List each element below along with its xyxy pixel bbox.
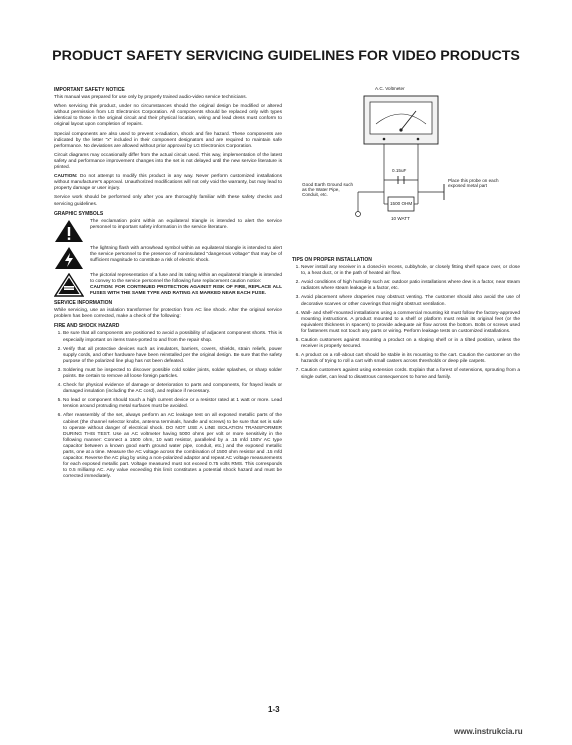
list-item: 2. Avoid conditions of high humidity such as: outdoor patio installations where dew is a factor, near steam radiators where steam leakage is a factor, etc. [301, 280, 520, 292]
list-item: 7. Caution customers against using extension cords. Explain that a forest of extensions, sprouting from a single outlet, can lead to disastrous consequences to home and family. [301, 368, 520, 380]
symbol-row [54, 219, 282, 243]
list-item: 4. Wall- and shelf-mounted installations using a commercial mounting kit must follow the factory-approved mounting instructions. A product mounted to a shelf or platform must retain its original feet (or the equivalent thickness in spacers) to provide adequate air flow across the bottom. Bolts or screws used for fasteners must not touch any parts or wiring. Perform leakage tests on customized installations. [301, 311, 520, 335]
list-item: 2. Verify that all protective devices such as insulators, barriers, covers, shields, strain reliefs, power supply cords, and other hardware have been reinstalled per the original design. Be sure that the safety purpose of the polarized line plug has not been defeated. [63, 347, 282, 365]
symbol-text: The pictorial representation of a fuse and its rating within an equilateral triangle is intended to convey to the service personnel the following fuse replacement caution notice: [90, 272, 282, 284]
page-number: 1-3 [268, 705, 280, 714]
symbol-row [54, 273, 282, 297]
right-column [292, 84, 520, 384]
list-item: 4. Check for physical evidence of damage or deterioration to parts and components, for frayed leads or damaged insulation (including the AC cord), and replace if necessary. [63, 383, 282, 395]
caution-para: CAUTION: Do not attempt to modify this product in any way. Never perform customized installations without manufacturer's approval. Unauthorized modifications will not only void the warranty, but may lead to property damage or user injury. [54, 174, 282, 192]
tips-list [292, 265, 520, 381]
list-item: 5. No lead or component should touch a high current device or a resistor rated at 1 watt or more. Lead tension around protruding metal surfaces must be avoided. [63, 398, 282, 410]
symbol-text: The lightning flash with arrowhead symbol within an equilateral triangle is intended to alert the service personnel to the presence of noninsulated "dangerous voltage" that may be of sufficient magnitude to constitute a risk of electric shock. [90, 245, 282, 263]
list-item: 1. Never install any receiver in a closed-in recess, cubbyhole, or closely fitting shelf space over, or close to, a heat duct, or in the path of heated air flow. [301, 265, 520, 277]
list-item: 5. Caution customers against mounting a product on a sloping shelf or in a tilted position, unless the receiver is properly secured. [301, 338, 520, 350]
watt-label: 10 WATT [391, 216, 410, 221]
fuse-caution: CAUTION: FOR CONTINUED PROTECTION AGAINST RISK OF FIRE, REPLACE ALL FUSES WITH THE SAME TYPE AND RATING AS MARKED NEAR EACH FUSE. [90, 284, 282, 296]
ground-label: Good Earth Ground such as the Water Pipe, Conduit, etc. [302, 182, 354, 198]
warning-exclamation-icon [54, 219, 84, 243]
graphic-symbols-heading: GRAPHIC SYMBOLS [54, 210, 104, 217]
list-item: 1. Be sure that all components are positioned to avoid a possibility of adjacent component shorts. This is especially important on items trans-ported to and from the repair shop. [63, 331, 282, 343]
tips-heading: TIPS ON PROPER INSTALLATION [292, 257, 372, 263]
fuse-icon [54, 273, 84, 297]
fire-heading: FIRE AND SHOCK HAZARD [54, 323, 120, 330]
probe-label: Place this probe on each exposed metal part [448, 178, 499, 189]
list-item: 6. A product on a roll-about cart should be stable in its mounting to the cart. Caution the customer on the hazards of trying to roll a cart with small casters across thresholds or deep pile carpets. [301, 353, 520, 365]
capacitor-label: 0.15uF [392, 168, 407, 173]
leakage-test-diagram [292, 84, 520, 254]
notice-para: When servicing this product, under no circumstances should the original design be modified or altered without permission from LG Electronics Corporation. All components should be replaced only with types identical to those in the original circuit and their physical location, wiring and lead dress must conform to original layout upon completion of repairs. [54, 104, 282, 128]
symbol-row [54, 246, 282, 270]
page-title: PRODUCT SAFETY SERVICING GUIDELINES FOR VIDEO PRODUCTS [52, 48, 520, 64]
lightning-icon [54, 246, 84, 270]
resistor-label: 1500 OHM [390, 201, 413, 206]
watermark: www.instrukcia.ru [454, 727, 523, 736]
notice-para: Special components are also used to prevent x-radiation, shock and fire hazard. These components are indicated by the letter "x" included in their component designators and are required to maintain safe performance. No deviations are allowed without prior approval by LG Electronics Corporation. [54, 131, 282, 149]
list-item: 3. Soldering must be inspected to discover possible cold solder joints, solder splashes, or sharp solder points. Be certain to remove all loose foreign particles. [63, 368, 282, 380]
list-item: 3. Avoid placement where draperies may obstruct venting. The customer should also avoid the use of decorative scarves or other coverings that might obstruct ventilation. [301, 295, 520, 307]
notice-para: This manual was prepared for use only by properly trained audio-video service technicians. [54, 95, 248, 101]
notice-para: Circuit diagrams may occasionally differ from the actual circuit used. This way, implementation of the latest safety and performance improvement changes into the set is not delayed until the new service literature is printed. [54, 152, 282, 171]
left-column [54, 84, 282, 484]
symbol-text: The exclamation point within an equilateral triangle is intended to alert the service personnel to important safety information in the service literature. [90, 218, 282, 230]
service-para: While servicing, use an isolation transformer for protection from AC line shock. After the original service problem has been corrected, make a check of the following: [54, 308, 282, 320]
notice-heading: IMPORTANT SAFETY NOTICE [54, 87, 125, 93]
notice-para: Service work should be performed only after you are thoroughly familiar with these safety checks and servicing guidelines. [54, 195, 282, 207]
service-heading: SERVICE INFORMATION [54, 300, 113, 307]
voltmeter-label: A.C. Voltmeter [375, 86, 405, 91]
fire-list [54, 331, 282, 480]
caution-label: CAUTION: [54, 174, 78, 180]
list-item: 6. After reassembly of the set, always perform an AC leakage test on all exposed metallic parts of the cabinet (the channel selector knobs, antenna terminals, handle and screws) to be sure that set is safe to operate without danger of electrical shock. DO NOT USE A LINE ISOLATION TRANSFORMER DURING THIS TEST. Use an AC voltmeter having 5000 ohms per volt or more sensitivity in the following manner: Connect a 1500 ohm, 10 watt resistor, paralleled by a .15 mfd 150V AC type capacitor between a known good earth ground water pipe, conduit, etc.) and the exposed metallic parts, one at a time. Measure the AC voltage across the combination of 1500 ohm resistor and .15 mfd capacitor. Reverse the AC plug by using a non-polarized adaptor and repeat AC voltage measurements for each exposed metallic part. Voltage measured must not exceed 0.75 volts RMS. This corresponds to 0.5 milliamp AC. Any value exceeding this limit constitutes a potential shock hazard and must be corrected immediately. [63, 413, 282, 480]
